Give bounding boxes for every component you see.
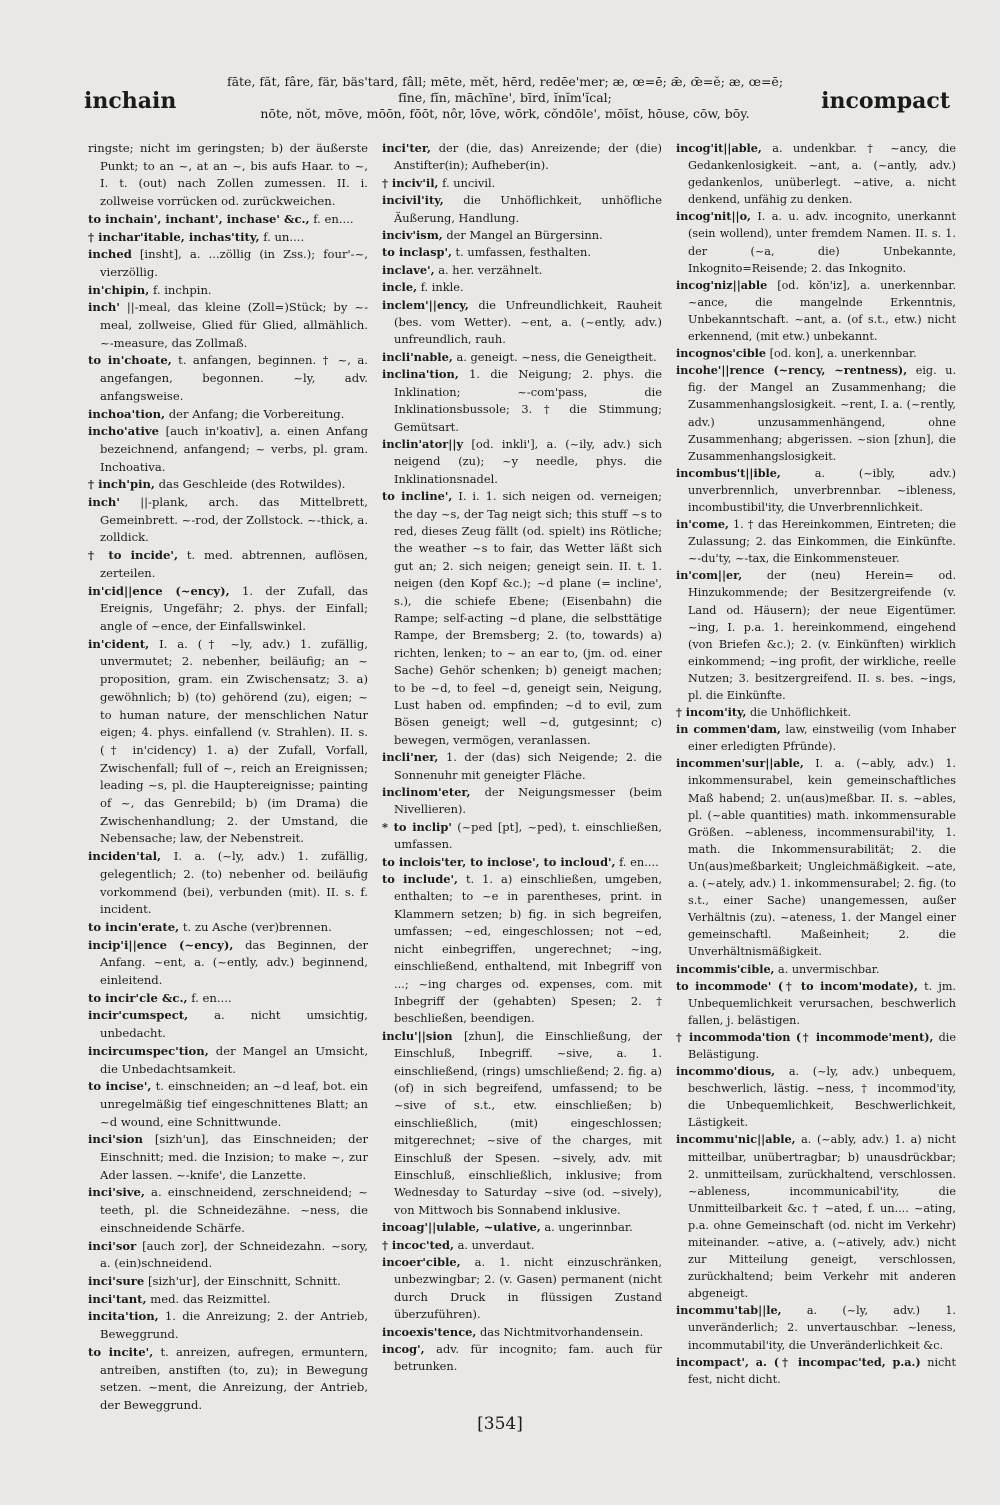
entry-definition: a. her. verzähnelt. (438, 262, 543, 277)
entry-headword: inched (88, 247, 132, 262)
dictionary-entry (676, 1063, 956, 1131)
entry-definition: die Unhöflichkeit, unhöfliche Äußerung, Handlung. (394, 193, 662, 225)
entry-headword: to inchain', inchant', inchase' &c., (88, 211, 310, 226)
entry-definition: t. einschneiden; an ~d leaf, bot. ein unregelmäßig tief eingeschnittenes Blatt; an ~d wound, eine Schnittwunde. (100, 1079, 368, 1129)
dictionary-entry (676, 1029, 956, 1063)
dictionary-entry (382, 279, 662, 296)
entry-headword: to inclois'ter, to inclose', to incloud', (382, 854, 616, 869)
entry-headword: in'come, (676, 517, 729, 532)
entry-definition: adv. für incognito; fam. auch für betrunken. (394, 1342, 662, 1374)
entry-headword: incombus't||ible, (676, 465, 781, 480)
entry-headword: inclem'||ency, (382, 297, 469, 312)
entry-headword: incho'ative (88, 424, 159, 439)
entry-headword: to incin'erate, (88, 919, 180, 934)
entry-definition: ||-plank, arch. das Mittelbrett, Gemeinbrett. ~-rod, der Zollstock. ~-thick, a. zolldick. (100, 495, 368, 545)
entry-definition: ||-meal, das kleine (Zoll=)Stück; by ~-meal, zollweise, Glied für Glied, allmählich. ~-measure, das Zollmaß. (100, 300, 368, 350)
entry-headword: incommis'cible, (676, 961, 775, 976)
dictionary-entry (676, 978, 956, 1029)
entry-headword: inchoa'tion, (88, 406, 166, 421)
entry-definition: das Geschleide (des Rotwildes). (158, 477, 346, 492)
entry-definition: f. inkle. (420, 280, 464, 295)
entry-headword: to incir'cle &c., (88, 990, 188, 1005)
entry-headword: inch' (88, 300, 120, 315)
entry-definition: t. umfassen, festhalten. (455, 245, 591, 260)
dictionary-entry (88, 583, 368, 636)
entry-headword: inclina'tion, (382, 367, 459, 382)
entry-definition: I. a. (~ably, adv.) 1. inkommensurabel, kein gemeinschaftliches Maß habend; 2. un(aus)meßbar. II. s. ~ables, pl. (~able quantities) math. inkommensurable Größen. ~ableness, incommensurabil'ity, 1. math. die Inkommensurabilität; 2. die Un(aus)meßbarkeit; Ungleichmäßigkeit. ~ate, a. (~ately, adv.) 1. inkommensurabel; 2. fig. (to s.t., einer Sache) unangemessen, außer Verhältnis (zu). ~ateness, 1. der Mangel einer gemeinschaftl. Maßeinheit; 2. die Unverhältnismäßigkeit. (688, 757, 956, 959)
right-guideword: incompact (821, 88, 950, 114)
entry-definition: 1. der Zufall, das Ereignis, Ungefähr; 2. phys. der Einfall; angle of ~ence, der Einfallswinkel. (100, 583, 368, 633)
entry-headword: incompact', a. († incompac'ted, p.a.) (676, 1354, 921, 1369)
entry-headword: incog'nit||o, (676, 209, 751, 224)
entry-headword: incognos'cible (676, 346, 767, 361)
dictionary-entry (382, 227, 662, 244)
dictionary-entry (382, 1028, 662, 1219)
dictionary-entry (676, 362, 956, 465)
entry-definition: a. unvermischbar. (778, 962, 880, 976)
entry-headword: incivil'ity, (382, 193, 444, 208)
dictionary-entry (382, 1324, 662, 1341)
dictionary-entry (382, 871, 662, 1028)
dictionary-entry (382, 488, 662, 749)
dictionary-entry (676, 1354, 956, 1388)
entry-headword: † incoc'ted, (382, 1237, 454, 1252)
entry-definition: 1. die Anreizung; 2. der Antrieb, Beweggrund. (100, 1309, 368, 1342)
entry-definition: [auch in'koativ], a. einen Anfang bezeichnend, anfangend; ~ verbs, pl. gram. Inchoativa. (100, 424, 368, 474)
entry-definition: I. a. († ~ly, adv.) 1. zufällig, unvermutet; 2. nebenher, beiläufig; an ~ proposition, gram. ein Zwischensatz; 3. a) gewöhnlich; b) (to) gehörend (zu), eigen; ~ to human nature, der menschlichen Natur eigen; 4. phys. einfallend (v. Strahlen). II. s. († in'cidency) 1. a) der Zufall, Vorfall, Zwischenfall; full of ~, reich an Ereignissen; leading ~s, pl. die Hauptereignisse; painting of ~, das Genrebild; b) (im Drama) die Zwischenhandlung; 2. der Umstand, die Nebensache; law, der Nebenstreit. (100, 636, 368, 846)
entry-definition: t. jm. Unbequemlichkeit verursachen, beschwerlich fallen, j. belästigen. (688, 979, 956, 1027)
entry-headword: incog', (382, 1342, 425, 1357)
dictionary-entry (676, 465, 956, 516)
dictionary-entry (676, 704, 956, 721)
entry-headword: incoer'cible, (382, 1255, 461, 1269)
dictionary-entry (382, 140, 662, 175)
entry-headword: incir'cumspect, (88, 1008, 189, 1023)
entry-headword: incoexis'tence, (382, 1324, 477, 1339)
dictionary-entry (382, 1254, 662, 1324)
entry-headword: † inch'pin, (88, 477, 155, 492)
pronunciation-key-line: nōte, nŏt, mōve, mōōn, fōōt, nôr, lōve, wōrk, cŏndōle', mōĭst, hōuse, cōw, bōy. (260, 106, 750, 121)
entry-definition: a. (~ably, adv.) 1. a) nicht mitteilbar, unübertragbar; b) unausdrückbar; 2. unmitteilsam, zurückhaltend, verschlossen. ~ableness, incommunicabil'ity, die Unmitteilbarkeit &c. † ~ated, f. un.... ~ating, p.a. ohne Gemeinschaft (od. nicht im Verkehr) miteinander. ~ative, a. (~atively, adv.) nicht zur Mitteilung geneigt, verschlossen, zurückhaltend; beim Verkehr mit anderen abgeneigt. (688, 1133, 956, 1301)
entry-headword: inci'sion (88, 1132, 143, 1147)
entry-headword: incommo'dious, (676, 1064, 776, 1079)
dictionary-entry (88, 246, 368, 281)
entry-headword: in'cident, (88, 636, 150, 651)
entry-headword: in'chipin, (88, 282, 150, 297)
entry-definition: f. inchpin. (152, 282, 212, 297)
dictionary-entry (88, 229, 368, 247)
entry-headword: inclave', (382, 262, 435, 277)
entry-headword: incommen'sur||able, (676, 756, 804, 771)
dictionary-entry (382, 854, 662, 871)
entry-headword: † inciv'il, (382, 175, 439, 190)
entry-headword: to incite', (88, 1344, 154, 1359)
dictionary-entry (88, 299, 368, 352)
dictionary-entry (88, 423, 368, 476)
dictionary-entry (88, 1308, 368, 1343)
dictionary-entry (88, 990, 368, 1008)
entry-definition: t. zu Asche (ver)brennen. (182, 919, 332, 934)
entry-headword: incommu'tab||le, (676, 1303, 782, 1318)
entry-definition: die Belästigung. (688, 1030, 956, 1061)
entry-columns (88, 140, 956, 1420)
entry-headword: to include', (382, 872, 459, 887)
entry-definition: a. 1. nicht einzuschränken, unbezwingbar; 2. (v. Gasen) permanent (nicht durch Druck in flüssigen Zustand überzuführen). (394, 1255, 662, 1322)
entry-headword: incita'tion, (88, 1309, 159, 1324)
entry-definition: f. en.... (191, 990, 232, 1005)
entry-definition: a. (~ly, adv.) unbequem, beschwerlich, lästig. ~ness, † incommod'ity, die Unbequemlichkeit, Beschwerlichkeit, Lästigkeit. (688, 1065, 956, 1130)
entry-headword: incoag'||ulable, ~ulative, (382, 1220, 541, 1235)
entry-headword: inch' (88, 495, 120, 510)
pronunciation-key-line: fīne, fĭn, māchīne', bīrd, ĭnĭm'ĭcal; (398, 90, 612, 105)
entry-headword: incip'i||ence (~ency), (88, 937, 234, 952)
entry-definition: [zhun], die Einschließung, der Einschluß, Inbegriff. ~sive, a. 1. einschließend, (rings) umschließend; 2. fig. a) (of) in sich begreifend, umfassend; to be ~sive of s.t., etw. einschließen; b) einschließlich, (mit) eingeschlossen; mitgerechnet; ~sive of the charges, mit Einschluß der Spesen. ~sively, adv. mit Einschluß, einschließlich, inklusive; from Wednesday to Saturday ~sive (od. ~sively), von Mittwoch bis Sonnabend inklusive. (394, 1028, 662, 1217)
entry-definition: a. ungerinnbar. (544, 1220, 633, 1235)
dictionary-entry (88, 282, 368, 300)
entry-definition: f. un.... (263, 229, 305, 244)
entry-definition: a. (~ibly, adv.) unverbrennlich, unverbrennbar. ~ibleness, incombustibil'ity, die Unverbrennlichkeit. (688, 466, 956, 514)
entry-headword: inclinom'eter, (382, 785, 471, 800)
entry-definition: I. a. u. adv. incognito, unerkannt (sein wollend), unter fremdem Namen. II. s. 1. der (~a, die) Unbekannte, Inkognito=Reisende; 2. das Inkognito. (688, 210, 956, 275)
entry-definition: der Anfang; die Vorbereitung. (168, 406, 345, 421)
entry-headword: in'com||er, (676, 568, 743, 583)
dictionary-entry (382, 366, 662, 436)
dictionary-entry (88, 937, 368, 990)
entry-headword: incommu'nic||able, (676, 1132, 796, 1147)
entry-headword: † to incide', (88, 548, 178, 563)
entry-headword: to in'choate, (88, 353, 172, 368)
entry-definition: t. anfangen, beginnen. † ~, a. angefangen, begonnen. ~ly, adv. anfangsweise. (100, 353, 368, 403)
dictionary-entry (382, 349, 662, 366)
dictionary-entry (676, 961, 956, 978)
dictionary-entry (88, 547, 368, 582)
entry-headword: † incom'ity, (676, 705, 747, 720)
dictionary-entry (88, 1078, 368, 1131)
entry-headword: inci'ter, (382, 141, 432, 155)
dictionary-entry (676, 721, 956, 755)
entry-headword: incli'nable, (382, 349, 453, 364)
dictionary-entry (88, 1344, 368, 1415)
entry-headword: incog'niz||able (676, 277, 768, 292)
entry-headword: † incommoda'tion († incommode'ment), (676, 1029, 934, 1044)
entry-definition: die Unhöflichkeit. (749, 706, 852, 720)
entry-definition: [od. kon], a. unerkennbar. (769, 347, 917, 361)
dictionary-entry (88, 1043, 368, 1078)
dictionary-entry (676, 755, 956, 960)
entry-definition: t. 1. a) einschließen, umgeben, enthalten; to ~e in parentheses, print. in Klammern setzen; b) fig. in sich begreifen, umfassen; ~ed, eingeschlossen; not ~ed, nicht einbegriffen, ungerechnet; ~ing, einschließend, enthaltend, mit Inbegriff von ...; ~ing charges od. expenses, com. mit Inbegriff der (gehabten) Spesen; 2. † beschließen, beendigen. (394, 872, 662, 1026)
entry-headword: inclu'||sion (382, 1028, 453, 1043)
entry-definition: der Neigungsmesser (beim Nivellieren). (394, 785, 662, 817)
dictionary-entry (88, 140, 368, 211)
entry-definition: nicht fest, nicht dicht. (688, 1355, 956, 1386)
dictionary-entry (676, 1131, 956, 1302)
entry-definition: law, einstweilig (vom Inhaber einer erledigten Pfründe). (688, 723, 956, 754)
entry-definition: f. en.... (619, 854, 659, 869)
entry-definition: [od. kŏn'iz], a. unerkennbar. ~ance, die mangelnde Erkenntnis, Unbekanntschaft. ~ant, a. (of s.t., etw.) nicht erkennend, (mit etw.) unbekannt. (688, 278, 956, 344)
left-guideword: inchain (84, 88, 177, 114)
dictionary-entry (88, 1238, 368, 1273)
column-middle (382, 140, 662, 1420)
dictionary-entry (88, 1184, 368, 1237)
entry-definition: t. anreizen, aufregen, ermuntern, antreiben, anstiften (to, zu); in Bewegung setzen. ~ment, die Anreizung, der Antrieb, der Beweggrund. (100, 1344, 368, 1412)
dictionary-entry (88, 848, 368, 919)
entry-headword: inci'sure (88, 1274, 145, 1288)
entry-definition: 1. † das Hereinkommen, Eintreten; die Zulassung; 2. das Einkommen, die Einkünfte. ~-du'ty, ~-tax, die Einkommensteuer. (688, 518, 956, 566)
pronunciation-key-line: fāte, făt, fâre, fär, bäs'tard, fâll; mēte, mĕt, hērd, redēe'mer; æ, œ=ē; ǣ, œ̄=ĕ; æ, œ=ē; (226, 74, 784, 89)
dictionary-entry (382, 297, 662, 349)
entry-headword: in commen'dam, (676, 722, 781, 737)
entry-definition: eig. u. fig. der Mangel an Zusammenhang; die Zusammenhangslosigkeit. ~rent, I. a. (~rently, adv.) unzusammenhängend, ohne Zusammenhang; abgerissen. ~sion [zhun], die Zusammenhangslosigkeit. (688, 364, 956, 463)
entry-headword: in'cid||ence (~ency), (88, 583, 230, 598)
dictionary-entry (88, 406, 368, 424)
column-left (88, 140, 368, 1420)
entry-definition: der (neu) Herein= od. Hinzukommende; der Besitzergreifende (v. Land od. Häusern); der neue Eigentümer. ~ing, I. p.a. 1. hereinkommend, eingehend (von Briefen &c.); 2. (v. Einkünften) wirklich einkommend; ~ing profit, der wirkliche, reelle Nutzen; 3. besitzergreifend. II. s. bes. ~ings, pl. die Einkünfte. (688, 569, 956, 702)
entry-definition: [sizh'ur], der Einschnitt, Schnitt. (147, 1274, 341, 1288)
entry-definition: med. das Reizmittel. (150, 1291, 271, 1306)
dictionary-entry (382, 436, 662, 488)
entry-definition: der Mangel an Bürgersinn. (446, 228, 603, 243)
dictionary-entry (382, 262, 662, 279)
entry-definition: a. undenkbar. † ~ancy, die Gedankenlosigkeit. ~ant, a. (~antly, adv.) gedankenlos, unüberlegt. ~ative, a. nicht denkend, unfähig zu denken. (688, 142, 956, 207)
entry-definition: a. unverdaut. (457, 1237, 535, 1252)
entry-headword: incog'it||able, (676, 141, 762, 155)
dictionary-entry (88, 494, 368, 547)
entry-definition: der Mangel an Umsicht, die Unbedachtsamkeit. (100, 1043, 368, 1076)
dictionary-entry (382, 784, 662, 819)
dictionary-entry (676, 208, 956, 276)
dictionary-entry (382, 1341, 662, 1376)
page-number: [354] (477, 1414, 523, 1434)
dictionary-entry (88, 1273, 368, 1291)
entry-headword: to inclasp', (382, 245, 452, 260)
entry-headword: to incline', (382, 489, 453, 504)
entry-headword: inciv'ism, (382, 228, 443, 243)
entry-definition: t. med. abtrennen, auflösen, zerteilen. (100, 548, 368, 580)
dictionary-entry (676, 277, 956, 345)
dictionary-entry (88, 919, 368, 937)
entry-headword: to incise', (88, 1079, 152, 1094)
dictionary-entry (676, 345, 956, 362)
entry-headword: * to inclip' (382, 819, 452, 834)
dictionary-entry (382, 192, 662, 227)
entry-definition: f. uncivil. (442, 175, 496, 190)
entry-definition: I. i. 1. sich neigen od. verneigen; the day ~s, der Tag neigt sich; this stuff ~s to red, dieses Zeug fällt (od. spielt) ins Rötliche; the weather ~s to fair, das Wetter läßt sich gut an; 2. sich neigen; geneigt sein. II. t. 1. neigen (den Kopf &c.); ~d plane (= incline', s.), die schiefe Ebene; (Eisenbahn) die Rampe; self-acting ~d plane, die selbsttätige Rampe, der Bremsberg; 2. (to, towards) a) richten, lenken; to ~ an ear to, (jm. od. einer Sache) Gehör schenken; b) geneigt machen; to be ~d, to feel ~d, geneigt sein, Neigung, Lust haben od. empfinden; ~d to evil, zum Bösen geneigt; well ~d, gutgesinnt; c) bewegen, vermögen, veranlassen. (394, 489, 662, 747)
entry-definition: f. en.... (313, 211, 354, 226)
dictionary-entry (88, 1131, 368, 1184)
pronunciation-key (220, 74, 790, 122)
entry-definition: ringste; nicht im geringsten; b) der äußerste Punkt; to an ~, at an ~, bis aufs Haar. to ~, I. t. (out) nach Zollen zumessen. II. i. zollweise vorrücken od. zurückweichen. (88, 141, 368, 209)
dictionary-entry (382, 244, 662, 261)
entry-definition: [sizh'un], das Einschneiden; der Einschnitt; med. die Inzision; to make ~, zur Ader lassen. ~-knife', die Lanzette. (100, 1132, 368, 1182)
entry-definition: 1. der (das) sich Neigende; 2. die Sonnenuhr mit geneigter Fläche. (394, 750, 662, 782)
entry-definition: 1. die Neigung; 2. phys. die Inklination; ~-com'pass, die Inklinationsbussole; 3. † die Stimmung; Gemütsart. (394, 367, 662, 434)
dictionary-entry (382, 819, 662, 854)
entry-headword: inci'sive, (88, 1185, 145, 1200)
entry-definition: I. a. (~ly, adv.) 1. zufällig, gelegentlich; 2. (to) nebenher od. beiläufig vorkommend (bei), verbunden (mit). II. s. f. incident. (100, 849, 368, 917)
dictionary-entry (382, 175, 662, 192)
dictionary-entry (676, 567, 956, 704)
entry-definition: das Beginnen, der Anfang. ~ent, a. (~ently, adv.) beginnend, einleitend. (100, 937, 368, 988)
entry-headword: † inchar'itable, inchas'tity, (88, 229, 260, 244)
entry-definition: a. (~ly, adv.) 1. unveränderlich; 2. unvertauschbar. ~leness, incommutabil'ity, die Unveränderlichkeit &c. (688, 1304, 956, 1352)
entry-definition: a. geneigt. ~ness, die Geneigtheit. (456, 349, 657, 364)
entry-headword: to incommode' († to incom'modate), (676, 978, 918, 993)
dictionary-entry (88, 211, 368, 229)
dictionary-entry (382, 1219, 662, 1236)
dictionary-entry (88, 352, 368, 405)
entry-definition: a. nicht umsichtig, unbedacht. (100, 1008, 368, 1041)
entry-definition: [od. inkli'], a. (~ily, adv.) sich neigend (zu); ~y needle, phys. die Inklinationsnadel. (394, 436, 662, 486)
dictionary-entry (88, 1007, 368, 1042)
dictionary-entry (382, 749, 662, 784)
dictionary-entry (382, 1237, 662, 1254)
dictionary-entry (676, 1302, 956, 1353)
entry-headword: inci'tant, (88, 1291, 147, 1306)
entry-definition: (~ped [pt], ~ped), t. einschließen, umfassen. (394, 819, 662, 852)
entry-headword: incohe'||rence (~rency, ~rentness), (676, 363, 908, 378)
entry-definition: der (die, das) Anreizende; der (die) Anstifter(in); Aufheber(in). (394, 141, 662, 173)
entry-definition: [insht], a. ...zöllig (in Zss.); four'-~, vierzöllig. (100, 247, 368, 279)
entry-definition: a. einschneidend, zerschneidend; ~ teeth, pl. die Schneidezähne. ~ness, die einschneidende Schärfe. (100, 1185, 368, 1235)
entry-definition: [auch zor], der Schneidezahn. ~sory, a. (ein)schneidend. (100, 1238, 368, 1271)
entry-definition: die Unfreundlichkeit, Rauheit (bes. vom Wetter). ~ent, a. (~ently, adv.) unfreundlich, rauh. (394, 297, 662, 347)
entry-headword: inci'sor (88, 1238, 137, 1253)
entry-headword: inclin'ator||y (382, 436, 464, 451)
column-right (676, 140, 956, 1420)
entry-headword: inciden'tal, (88, 849, 162, 864)
entry-definition: das Nichtmitvorhandensein. (479, 1324, 644, 1339)
dictionary-entry (88, 476, 368, 494)
dictionary-entry (88, 1291, 368, 1309)
entry-headword: incli'ner, (382, 750, 439, 765)
dictionary-entry (88, 636, 368, 848)
dictionary-entry (676, 516, 956, 567)
entry-headword: incircumspec'tion, (88, 1043, 209, 1058)
entry-headword: incle, (382, 280, 418, 295)
dictionary-entry (676, 140, 956, 208)
